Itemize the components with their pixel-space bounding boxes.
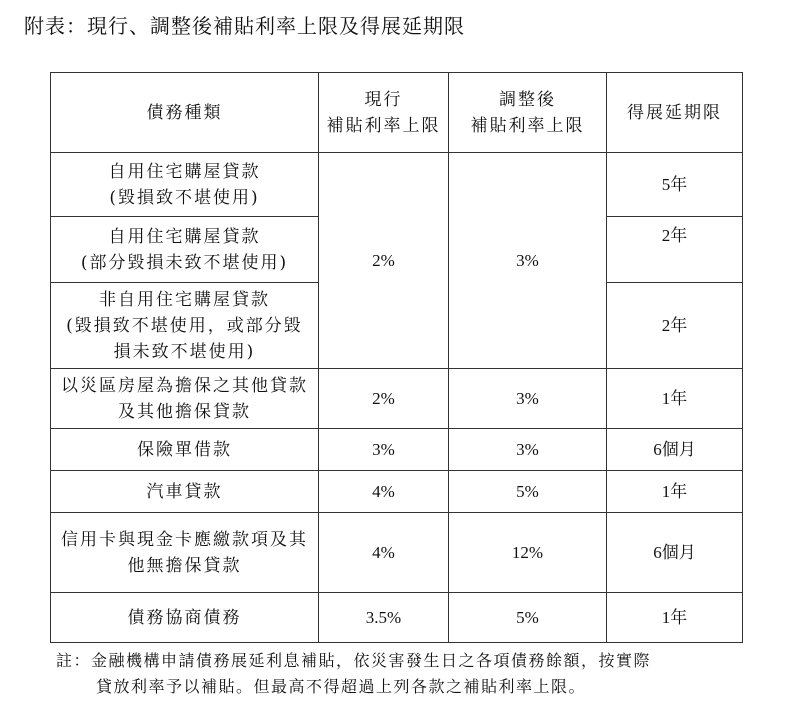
footnote-line-1: 註：金融機構申請債務展延利息補貼，依災害發生日之各項債務餘額，按實際 bbox=[56, 651, 652, 670]
debt-type-cell: 以災區房屋為擔保之其他貸款 及其他擔保貸款 bbox=[51, 369, 319, 429]
footnote bbox=[56, 648, 651, 700]
current-rate-cell: 2% bbox=[319, 369, 449, 429]
extension-cell: 1年 bbox=[607, 369, 743, 429]
current-rate-cell: 3% bbox=[319, 429, 449, 471]
extension-cell: 1年 bbox=[607, 471, 743, 513]
extension-cell: 6個月 bbox=[607, 429, 743, 471]
page-title: 附表：現行、調整後補貼利率上限及得展延期限 bbox=[24, 14, 465, 38]
footnote-line-2: 貸放利率予以補貼。但最高不得超過上列各款之補貼利率上限。 bbox=[96, 677, 587, 696]
table-header-row bbox=[51, 73, 743, 153]
adjusted-rate-cell: 5% bbox=[449, 471, 607, 513]
table-row bbox=[51, 369, 743, 429]
extension-cell bbox=[607, 153, 743, 217]
current-rate-cell: 3.5% bbox=[319, 593, 449, 643]
extension-cell: 2年 bbox=[607, 283, 743, 369]
adjusted-rate-cell: 3% bbox=[449, 369, 607, 429]
merged-current-rate-cell: 2% bbox=[319, 153, 449, 369]
adjusted-rate-cell: 5% bbox=[449, 593, 607, 643]
header-current-rate-cap: 現行 補貼利率上限 bbox=[319, 73, 449, 153]
extension-value: 2年 bbox=[661, 225, 688, 245]
table-row bbox=[51, 513, 743, 593]
adjusted-rate-cell: 3% bbox=[449, 429, 607, 471]
current-rate-cell: 4% bbox=[319, 471, 449, 513]
debt-type-cell: 非自用住宅購屋貸款 (毀損致不堪使用，或部分毀 損未致不堪使用) bbox=[51, 283, 319, 369]
debt-type-cell: 自用住宅購屋貸款 (部分毀損未致不堪使用) bbox=[51, 217, 319, 283]
header-debt-type: 債務種類 bbox=[51, 73, 319, 153]
debt-type-cell: 保險單借款 bbox=[51, 429, 319, 471]
extension-cell: 6個月 bbox=[607, 513, 743, 593]
debt-type-cell: 債務協商債務 bbox=[51, 593, 319, 643]
table-row bbox=[51, 153, 743, 217]
table-row bbox=[51, 429, 743, 471]
table-row bbox=[51, 471, 743, 513]
current-rate-cell: 4% bbox=[319, 513, 449, 593]
subsidy-rate-table bbox=[50, 72, 743, 643]
debt-type-cell: 汽車貸款 bbox=[51, 471, 319, 513]
debt-type-cell: 自用住宅購屋貸款 (毀損致不堪使用) bbox=[51, 153, 319, 217]
header-extension-period: 得展延期限 bbox=[607, 73, 743, 153]
extension-cell: 1年 bbox=[607, 593, 743, 643]
extension-value: 5年 bbox=[661, 174, 688, 194]
header-adjusted-rate-cap: 調整後 補貼利率上限 bbox=[449, 73, 607, 153]
table-row bbox=[51, 593, 743, 643]
extension-cell bbox=[607, 217, 743, 283]
debt-type-cell: 信用卡與現金卡應繳款項及其 他無擔保貸款 bbox=[51, 513, 319, 593]
adjusted-rate-cell: 12% bbox=[449, 513, 607, 593]
merged-adjusted-rate-cell: 3% bbox=[449, 153, 607, 369]
